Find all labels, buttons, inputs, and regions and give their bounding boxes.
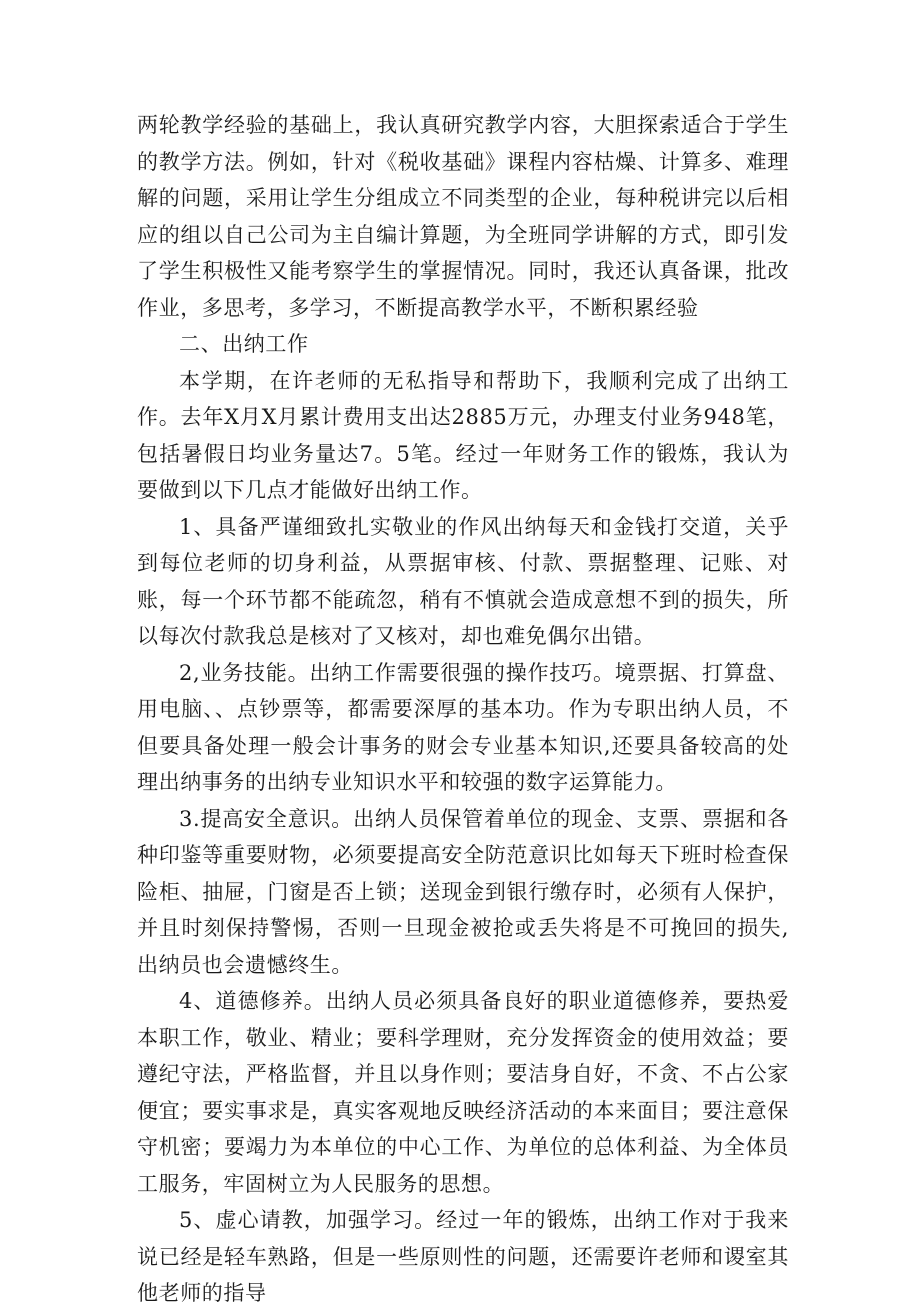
paragraph-cashier-summary: 本学期，在许老师的无私指导和帮助下，我顺利完成了出纳工作。去年X月X月累计费用支出达2885万元，办理支付业务948笔，包括暑假日均业务量达7。5笔。经过一年财务工作的锻炼，我认为要做到以下几点才能做好出纳工作。 xyxy=(137,368,789,502)
paragraph-point-1-work-style: 1、具备严谨细致扎实敬业的作风出纳每天和金钱打交道，关乎到每位老师的切身利益，从票据审核、付款、票据整理、记账、对账，每一个环节都不能疏忽，稍有不慎就会造成意想不到的损失，所以每次付款我总是核对了又核对，却也难免偶尔出错。 xyxy=(137,514,789,648)
document-page xyxy=(137,107,789,1312)
paragraph-point-3-safety: 3.提高安全意识。出纳人员保管着单位的现金、支票、票据和各种印鉴等重要财物，必须要提高安全防范意识比如每天下班时检查保险柜、抽屉，门窗是否上锁；送现金到银行缴存时，必须有人保护，并且时刻保持警惕，否则一旦现金被抢或丢失将是不可挽回的损失,出纳员也会遗憾终生。 xyxy=(137,806,789,977)
paragraph-teaching-continued: 两轮教学经验的基础上，我认真研究教学内容，大胆探索适合于学生的教学方法。例如，针对《税收基础》课程内容枯燥、计算多、难理解的问题，采用让学生分组成立不同类型的企业，每种税讲完以后相应的组以自己公司为主自编计算题，为全班同学讲解的方式，即引发了学生积极性又能考察学生的掌握情况。同时，我还认真备课，批改作业，多思考，多学习，不断提高教学水平，不断积累经验 xyxy=(137,113,789,320)
paragraph-point-5-learning: 5、虚心请教，加强学习。经过一年的锻炼，出纳工作对于我来说已经是轻车熟路，但是一些原则性的问题，还需要许老师和谡室其他老师的指导 xyxy=(137,1208,789,1305)
section-heading-cashier-work: 二、出纳工作 xyxy=(179,332,309,356)
paragraph-point-4-ethics: 4、道德修养。出纳人员必须具备良好的职业道德修养，要热爱本职工作，敬业、精业；要科学理财，充分发挥资金的使用效益；要遵纪守法，严格监督，并且以身作则；要洁身自好，不贪、不占公家便宜；要实事求是，真实客观地反映经济活动的本来面目；要注意保守机密；要竭力为本单位的中心工作、为单位的总体利益、为全体员工服务，牢固树立为人民服务的思想。 xyxy=(137,989,789,1196)
paragraph-point-2-skills: 2,业务技能。出纳工作需要很强的操作技巧。境票据、打算盘、用电脑、、点钞票等，都需要深厚的基本功。作为专职出纳人员，不但要具备处理一般会计事务的财会专业基本知识,还要具备较高的处理出纳事务的出纳专业知识水平和较强的数字运算能力。 xyxy=(137,660,789,794)
